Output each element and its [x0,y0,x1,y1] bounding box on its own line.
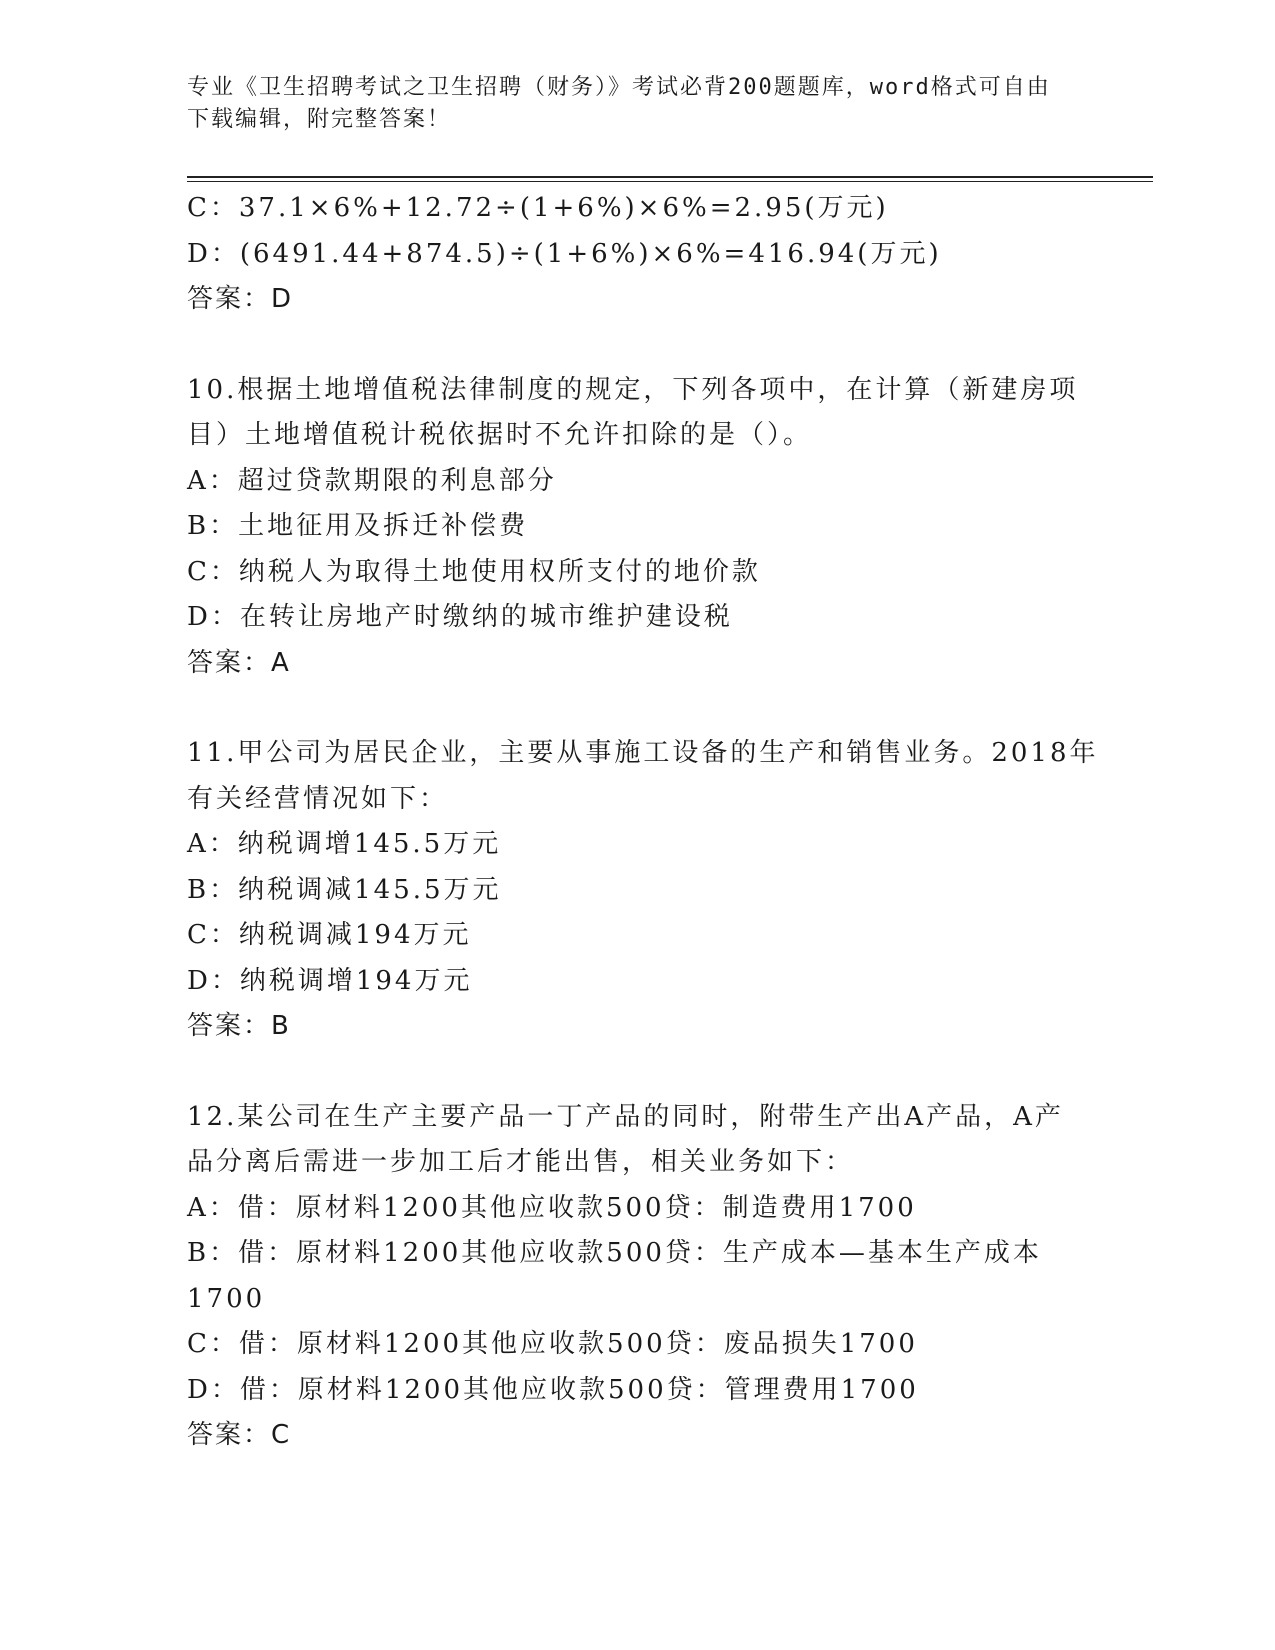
q10-answer: 答案：A [187,647,291,678]
q12-stem-line1: 12.某公司在生产主要产品一丁产品的同时，附带生产出A产品，A产 [187,1101,1064,1132]
header-divider-thin [187,181,1153,182]
header-divider-thick [187,176,1153,178]
spacer [187,1050,1087,1095]
q9-answer: 答案：D [187,284,294,314]
q12-answer: 答案：C [187,1420,292,1450]
q11-stem-line2: 有关经营情况如下： [187,783,449,814]
q11-answer: 答案：B [187,1011,291,1041]
question-content [187,186,1099,1459]
q12-option-c: C：借：原材料1200其他应收款500贷：废品损失1700 [187,1329,918,1359]
q9-option-d: D：(6491.44+874.5)÷(1+6%)×6%=416.94(万元) [187,238,942,269]
document-header: 专业《卫生招聘考试之卫生招聘（财务）》考试必背200题题库，word格式可自由下载编辑，附完整答案！ [187,75,1051,132]
q11-stem-line1: 11.甲公司为居民企业，主要从事施工设备的生产和销售业务。2018年 [187,738,1099,768]
spacer [187,323,1087,368]
q11-option-b: B：纳税调减145.5万元 [187,874,502,905]
q12-stem-line2: 品分离后需进一步加工后才能出售，相关业务如下： [187,1147,855,1177]
q10-stem-line2: 目）土地增值税计税依据时不允许扣除的是（）。 [187,420,813,450]
q12-option-a: A：借：原材料1200其他应收款500贷：制造费用1700 [187,1192,917,1223]
q9-option-c: C：37.1×6%+12.72÷(1+6%)×6%=2.95(万元) [187,193,889,223]
q12-option-d: D：借：原材料1200其他应收款500贷：管理费用1700 [187,1374,919,1405]
q10-stem-line1: 10.根据土地增值税法律制度的规定，下列各项中，在计算（新建房项 [187,374,1079,405]
q11-option-d: D：纳税调增194万元 [187,965,473,996]
q12-option-b-line2: 1700 [187,1283,266,1314]
q11-option-c: C：纳税调减194万元 [187,920,472,950]
spacer [187,686,1087,731]
q10-option-b: B：土地征用及拆迁补偿费 [187,511,529,541]
q12-option-b-line1: B：借：原材料1200其他应收款500贷：生产成本—基本生产成本 [187,1238,1042,1268]
q10-option-a: A：超过贷款期限的利息部分 [187,465,557,496]
q10-option-c: C：纳税人为取得土地使用权所支付的地价款 [187,556,761,587]
q10-option-d: D：在转让房地产时缴纳的城市维护建设税 [187,602,733,632]
q11-option-a: A：纳税调增145.5万元 [187,829,502,859]
